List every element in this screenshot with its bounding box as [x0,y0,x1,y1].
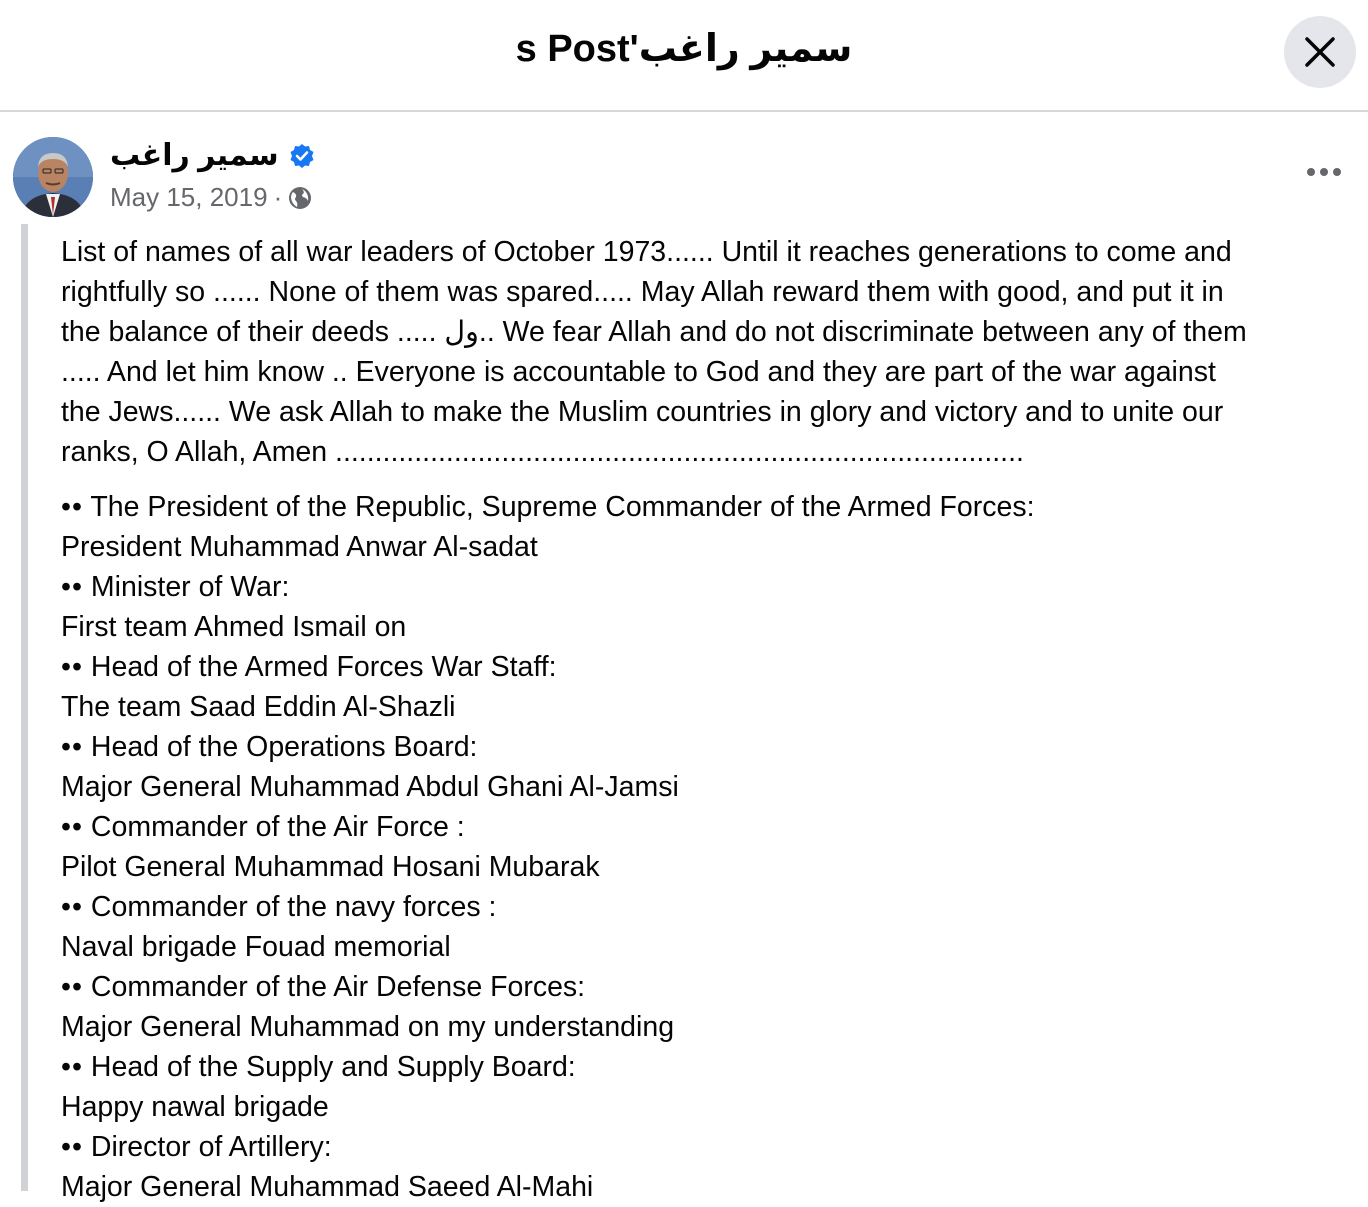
bullet-marker: •• [61,491,83,523]
bullet-marker: •• [61,1131,83,1163]
bullet-marker: •• [61,891,83,923]
post-text [61,232,1351,1207]
leader-name: Major General Muhammad Saeed Al-Mahi [61,1171,594,1203]
leader-name: Major General Muhammad on my understanding [61,1011,675,1043]
leaders-list [61,487,1351,1207]
leader-role: •• Minister of War: [61,571,290,603]
leader-role: •• Commander of the Air Defense Forces: [61,971,586,1003]
post-intro [61,232,1351,472]
bullet-marker: •• [61,571,83,603]
leader-name: First team Ahmed Ismail on [61,611,407,643]
intro-line: ..... And let him know .. Everyone is accountable to God and they are part of the war against [61,356,1216,388]
more-options-button[interactable] [1300,150,1348,194]
leader-role: •• Commander of the navy forces : [61,891,497,923]
leader-role: •• Head of the Supply and Supply Board: [61,1051,576,1083]
bullet-marker: •• [61,811,83,843]
intro-line: rightfully so ...... None of them was spared..... May Allah reward them with good, and put it in [61,276,1224,308]
leader-role: •• Head of the Armed Forces War Staff: [61,651,557,683]
bullet-marker: •• [61,651,83,683]
dialog-title: سمير راغب's Post [515,28,853,70]
leader-name: Major General Muhammad Abdul Ghani Al-Jamsi [61,771,679,803]
globe-icon[interactable] [288,186,312,210]
author-avatar[interactable] [13,137,93,217]
close-icon [1303,35,1337,69]
post-date[interactable]: May 15, 2019 [110,182,268,212]
close-button[interactable] [1284,16,1356,88]
leader-name: The team Saad Eddin Al-Shazli [61,691,456,723]
bullet-marker: •• [61,971,83,1003]
leader-name: President Muhammad Anwar Al-sadat [61,531,538,563]
leader-role: •• Head of the Operations Board: [61,731,478,763]
leader-role: •• Commander of the Air Force : [61,811,465,843]
quote-bar [21,224,28,1191]
leader-name: Happy nawal brigade [61,1091,329,1123]
leader-role: •• Director of Artillery: [61,1131,332,1163]
more-options-icon [1306,167,1342,177]
post-dialog-header [0,0,1368,112]
verified-badge-icon [289,143,315,169]
intro-line: List of names of all war leaders of October 1973...... Until it reaches generations to come and [61,236,1232,268]
author-row [110,138,315,173]
bullet-marker: •• [61,731,83,763]
intro-line: the Jews...... We ask Allah to make the Muslim countries in glory and victory and to unite our [61,396,1224,428]
leader-role: •• The President of the Republic, Supreme Commander of the Armed Forces: [61,491,1035,523]
meta-separator: · [273,182,283,212]
author-name[interactable]: سمير راغب [110,139,279,172]
leader-name: Pilot General Muhammad Hosani Mubarak [61,851,600,883]
post-meta [110,182,312,213]
intro-line: ranks, O Allah, Amen ....................................................................................... [61,436,1024,468]
leader-name: Naval brigade Fouad memorial [61,931,451,963]
bullet-marker: •• [61,1051,83,1083]
intro-line: the balance of their deeds ..... ول.. We fear Allah and do not discriminate between any of them [61,316,1247,348]
